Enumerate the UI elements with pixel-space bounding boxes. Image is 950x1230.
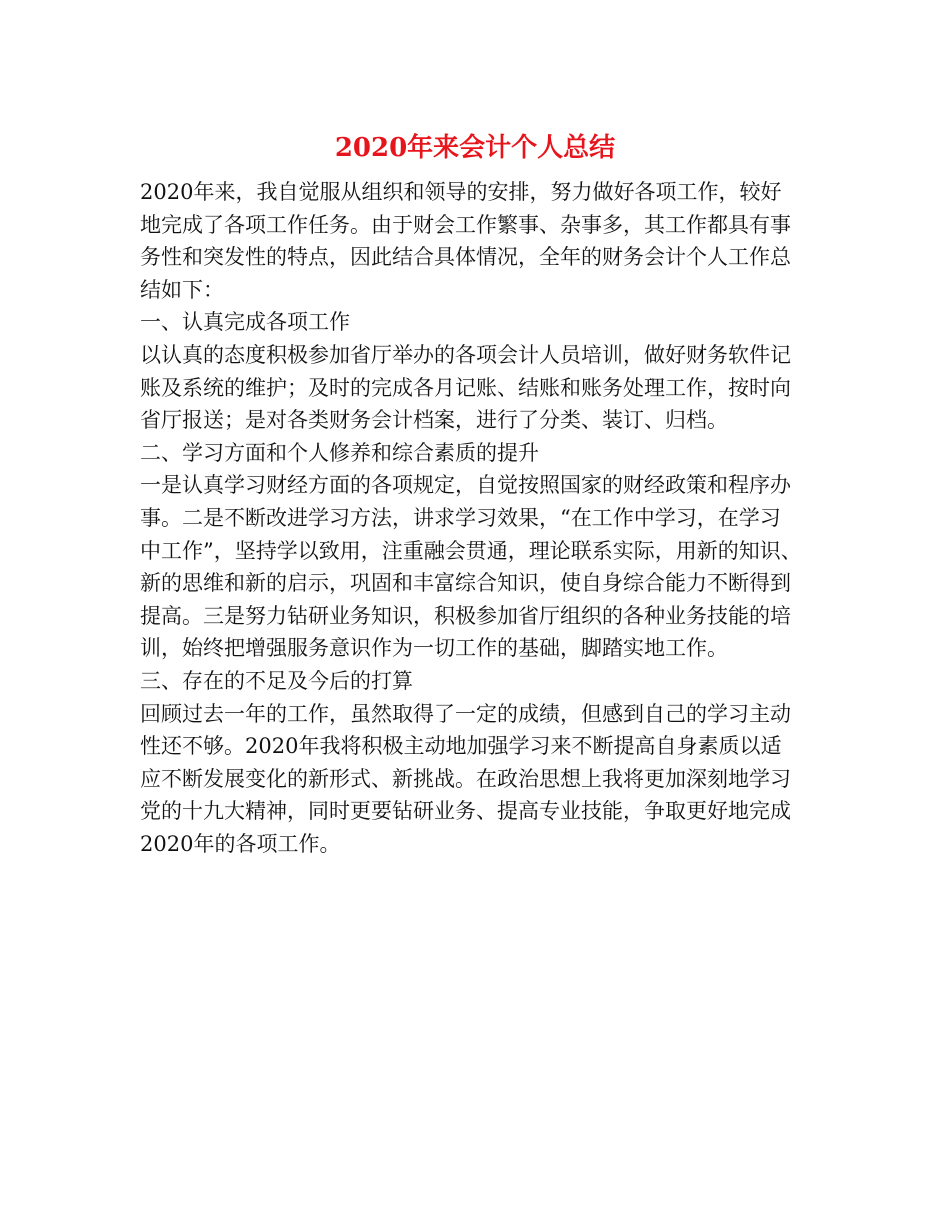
document-body	[140, 176, 820, 860]
body-line: 2020年的各项工作。	[140, 831, 341, 856]
body-line: 回顾过去一年的工作，虽然取得了一定的成绩，但感到自己的学习主动	[140, 701, 791, 726]
section-heading: 三、存在的不足及今后的打算	[140, 668, 413, 693]
body-line: 账及系统的维护；及时的完成各月记账、结账和账务处理工作，按时向	[140, 375, 791, 400]
body-line: 一是认真学习财经方面的各项规定，自觉按照国家的财经政策和程序办	[140, 473, 791, 498]
body-line: 2020年来，我自觉服从组织和领导的安排，努力做好各项工作，较好	[140, 180, 782, 204]
body-line: 中工作”，坚持学以致用，注重融会贯通，理论联系实际，用新的知识、	[140, 538, 802, 563]
document-title: 2020年来会计个人总结	[334, 133, 616, 163]
body-line: 地完成了各项工作任务。由于财会工作繁事、杂事多，其工作都具有事	[140, 212, 791, 237]
body-line: 务性和突发性的特点，因此结合具体情况，全年的财务会计个人工作总	[140, 245, 791, 270]
body-line: 党的十九大精神，同时更要钻研业务、提高专业技能，争取更好地完成	[140, 799, 791, 824]
body-line: 新的思维和新的启示，巩固和丰富综合知识，使自身综合能力不断得到	[140, 571, 791, 596]
body-line: 应不断发展变化的新形式、新挑战。在政治思想上我将更加深刻地学习	[140, 766, 791, 791]
body-line: 事。二是不断改进学习方法，讲求学习效果，“在工作中学习，在学习	[140, 505, 781, 530]
body-line: 训，始终把增强服务意识作为一切工作的基础，脚踏实地工作。	[140, 636, 728, 661]
body-line: 省厅报送；是对各类财务会计档案，进行了分类、装订、归档。	[140, 408, 728, 433]
body-line: 提高。三是努力钻研业务知识，积极参加省厅组织的各种业务技能的培	[140, 603, 791, 628]
body-line: 结如下：	[140, 277, 224, 302]
body-line: 以认真的态度积极参加省厅举办的各项会计人员培训，做好财务软件记	[140, 342, 791, 367]
section-heading: 二、学习方面和个人修养和综合素质的提升	[140, 440, 539, 465]
section-heading: 一、认真完成各项工作	[140, 310, 350, 335]
body-line: 性还不够。2020年我将积极主动地加强学习来不断提高自身素质以适	[140, 734, 782, 759]
